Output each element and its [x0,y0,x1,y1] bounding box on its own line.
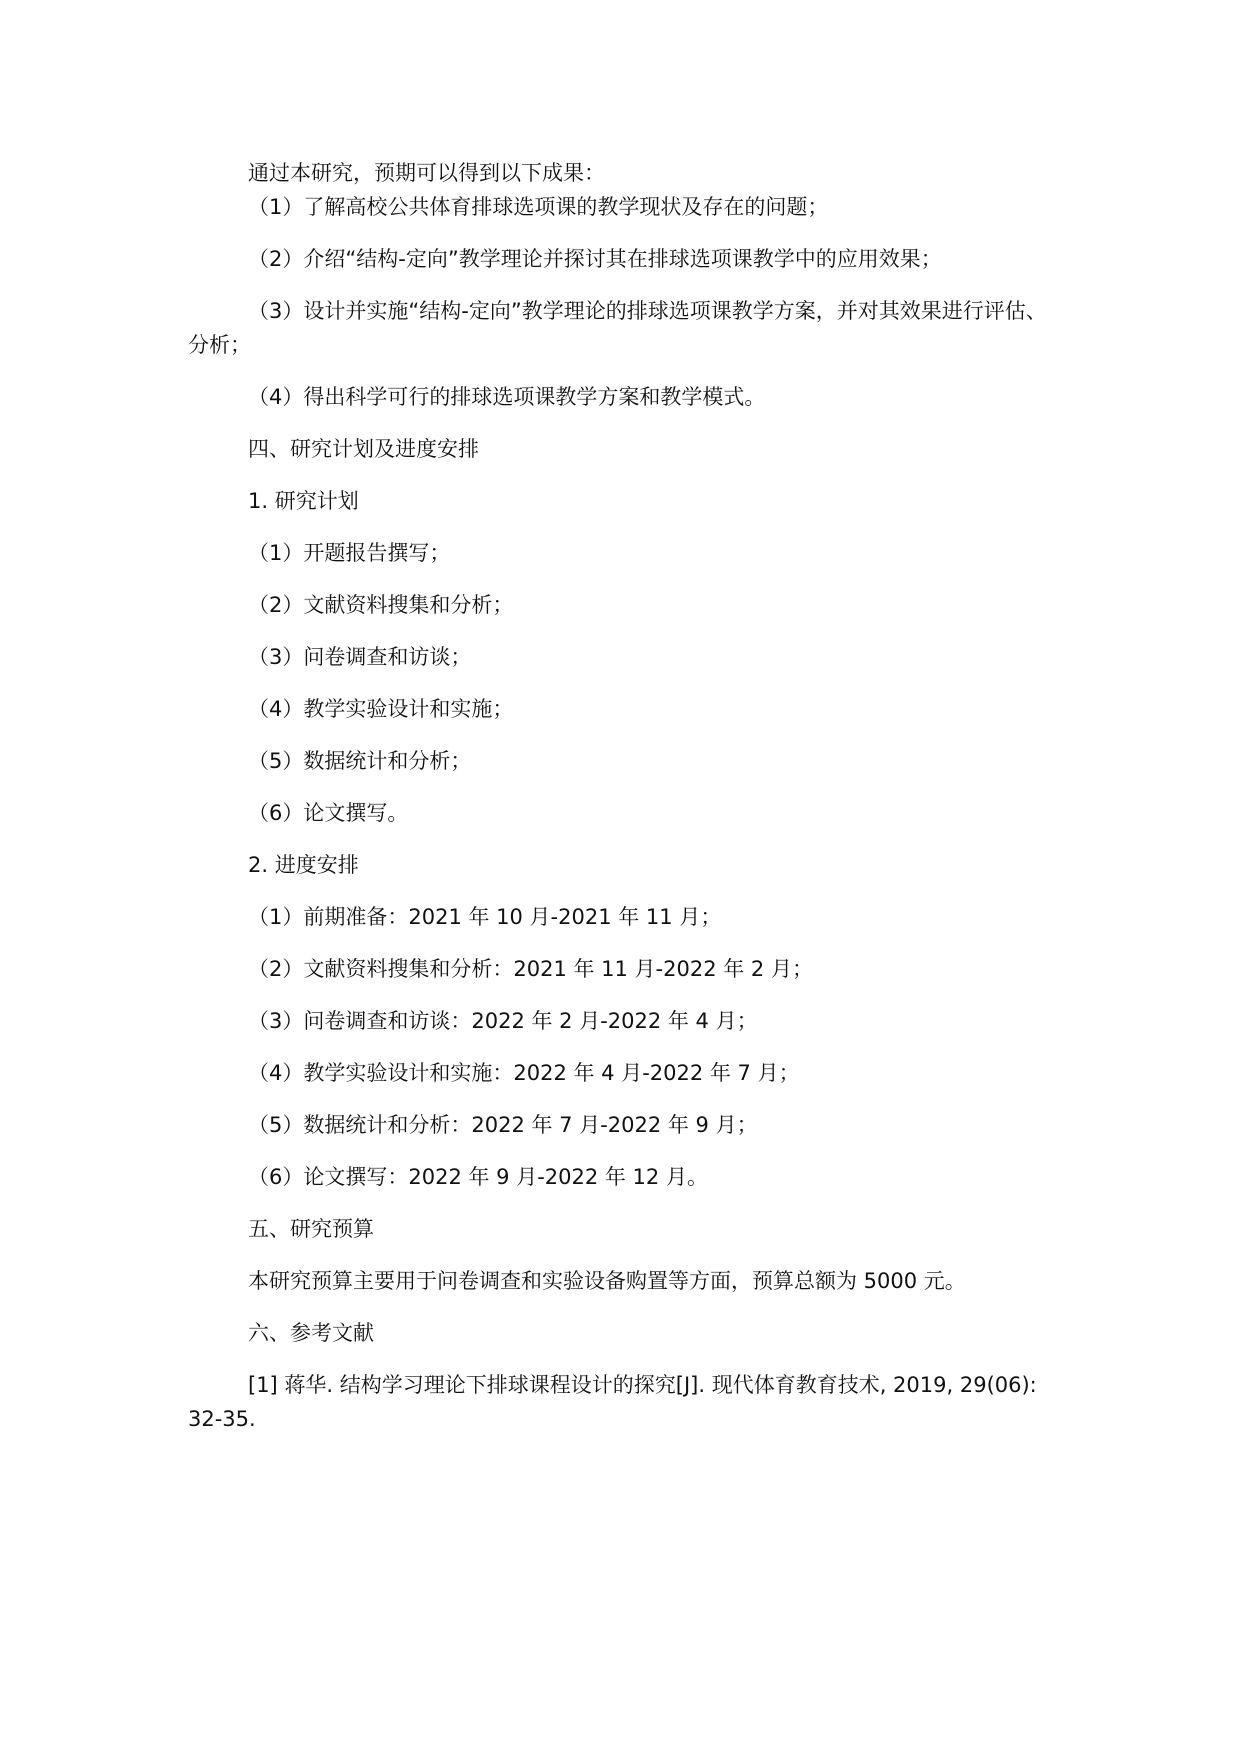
schedule-item-2: （2）文献资料搜集和分析：2021 年 11 月-2022 年 2 月； [248,957,813,981]
plan-item-1: （1）开题报告撰写； [248,541,451,565]
plan-item-5: （5）数据统计和分析； [248,749,472,773]
paragraph-expected-results-intro: 通过本研究，预期可以得到以下成果： [248,161,605,185]
paragraph-budget: 本研究预算主要用于问卷调查和实验设备购置等方面，预算总额为 5000 元。 [248,1269,966,1293]
plan-item-6: （6）论文撰写。 [248,801,409,825]
paragraph-result-2: （2）介绍“结构-定向”教学理论并探讨其在排球选项课教学中的应用效果； [248,247,942,271]
paragraph-result-1: （1）了解高校公共体育排球选项课的教学现状及存在的问题； [248,195,829,219]
section-heading-plan: 四、研究计划及进度安排 [248,437,479,461]
schedule-item-3: （3）问卷调查和访谈：2022 年 2 月-2022 年 4 月； [248,1009,758,1033]
schedule-item-4: （4）教学实验设计和实施：2022 年 4 月-2022 年 7 月； [248,1061,800,1085]
paragraph-result-4: （4）得出科学可行的排球选项课教学方案和教学模式。 [248,385,766,409]
plan-item-4: （4）教学实验设计和实施； [248,697,514,721]
plan-item-2: （2）文献资料搜集和分析； [248,593,514,617]
section-heading-budget: 五、研究预算 [248,1217,374,1241]
schedule-item-6: （6）论文撰写：2022 年 9 月-2022 年 12 月。 [248,1165,708,1189]
subheading-schedule: 2. 进度安排 [248,853,359,877]
section-heading-references: 六、参考文献 [248,1321,374,1345]
schedule-item-5: （5）数据统计和分析：2022 年 7 月-2022 年 9 月； [248,1113,758,1137]
subheading-research-plan: 1. 研究计划 [248,489,359,513]
paragraph-result-3: （3）设计并实施“结构-定向”教学理论的排球选项课教学方案，并对其效果进行评估、分析； [188,299,1047,357]
schedule-item-1: （1）前期准备：2021 年 10 月-2021 年 11 月； [248,905,722,929]
reference-1: [1] 蒋华. 结构学习理论下排球课程设计的探究[J]. 现代体育教育技术, 2019, 29(06): 32-35. [188,1373,1037,1431]
plan-item-3: （3）问卷调查和访谈； [248,645,472,669]
